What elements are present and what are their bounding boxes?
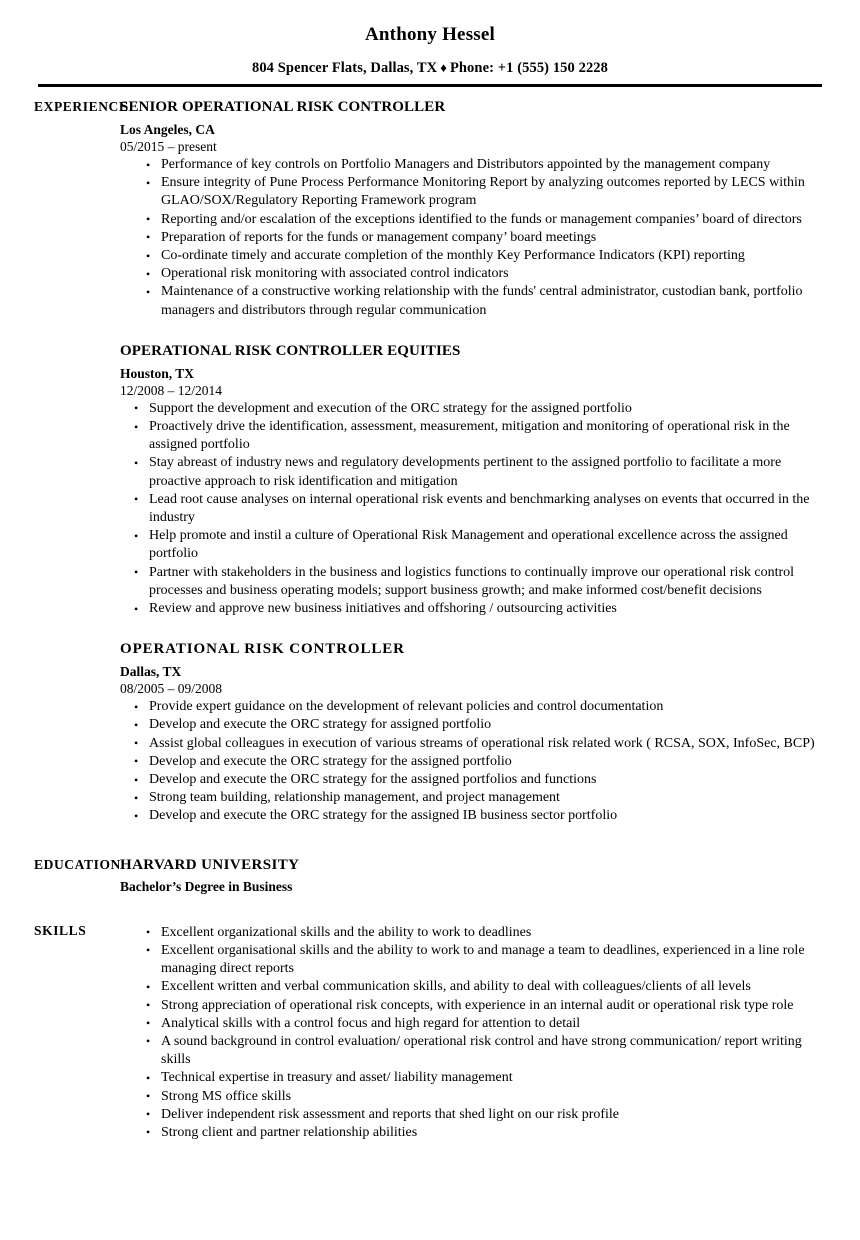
list-item: • Help promote and instil a culture of Operational Risk Management and operational excellence across the assigned portfolio — [120, 527, 828, 563]
list-item: • Co-ordinate timely and accurate completion of the monthly Key Performance Indicators (KPI) reporting — [120, 247, 828, 265]
list-item: • Strong client and partner relationship abilities — [120, 1124, 828, 1142]
school-name: HARVARD UNIVERSITY — [120, 856, 300, 873]
list-item: • Assist global colleagues in execution of various streams of operational risk related work ( RCSA, SOX, InfoSec, BCP) — [120, 735, 828, 753]
skills-entries — [120, 922, 860, 1142]
diamond-separator-icon: ♦ — [440, 60, 447, 75]
job-title: OPERATIONAL RISK CONTROLLER EQUITIES — [120, 342, 461, 359]
list-item: • Reporting and/or escalation of the exceptions identified to the funds or management companies’ board of directors — [120, 211, 828, 229]
section-label-experience: EXPERIENCE — [34, 99, 129, 114]
page-title: Anthony Hessel — [364, 24, 495, 45]
contact-address: 804 Spencer Flats, Dallas, TX — [251, 60, 438, 76]
experience-entries — [120, 98, 860, 826]
skills-label-col — [0, 922, 120, 940]
list-item: • Technical expertise in treasury and asset/ liability management — [120, 1069, 828, 1087]
list-item: • Review and approve new business initiatives and offshoring / outsourcing activities — [120, 600, 828, 618]
list-item: • Strong appreciation of operational risk concepts, with experience in an internal audit or operational risk type role — [120, 997, 828, 1015]
list-item: • Proactively drive the identification, assessment, measurement, mitigation and monitoring of operational risk in the assigned portfolio — [120, 418, 828, 454]
experience-section — [0, 98, 860, 826]
section-label-education: EDUCATION — [34, 856, 121, 872]
job-bullet-list — [120, 400, 828, 618]
job-location: Houston, TX — [120, 365, 195, 381]
list-item: • Operational risk monitoring with associated control indicators — [120, 265, 828, 283]
job-title: SENIOR OPERATIONAL RISK CONTROLLER — [120, 99, 446, 115]
job-title: OPERATIONAL RISK CONTROLLER — [120, 641, 405, 658]
list-item: • Provide expert guidance on the development of relevant policies and control documentation — [120, 698, 828, 716]
list-item: • Preparation of reports for the funds or management company’ board meetings — [120, 229, 828, 247]
job-entry — [120, 640, 828, 825]
education-entries — [120, 856, 860, 896]
resume-header — [0, 0, 860, 87]
list-item: • Develop and execute the ORC strategy for the assigned portfolios and functions — [120, 771, 828, 789]
job-bullet-list — [120, 698, 828, 825]
list-item: • Excellent organizational skills and the ability to work to deadlines — [120, 924, 828, 942]
job-bullet-list — [120, 156, 828, 320]
list-item: • Analytical skills with a control focus and high regard for attention to detail — [120, 1015, 828, 1033]
contact-line — [0, 59, 860, 77]
header-divider — [38, 84, 822, 87]
list-item: • Performance of key controls on Portfolio Managers and Distributors appointed by the management company — [120, 156, 828, 174]
job-location: Los Angeles, CA — [120, 122, 215, 137]
education-section — [0, 856, 860, 896]
skills-bullet-list — [120, 924, 828, 1142]
list-item: • Support the development and execution of the ORC strategy for the assigned portfolio — [120, 400, 828, 418]
list-item: • Develop and execute the ORC strategy for the assigned portfolio — [120, 753, 828, 771]
job-entry — [120, 98, 828, 320]
section-label-skills: SKILLS — [34, 922, 87, 938]
job-dates: 05/2015 – present — [120, 139, 217, 154]
list-item: • Strong team building, relationship management, and project management — [120, 789, 828, 807]
list-item: • Develop and execute the ORC strategy for the assigned IB business sector portfolio — [120, 807, 828, 825]
job-entry — [120, 342, 828, 618]
job-dates: 08/2005 – 09/2008 — [120, 681, 223, 697]
list-item: • Lead root cause analyses on internal operational risk events and benchmarking analyses on events that occurred in the industry — [120, 491, 828, 527]
skills-section — [0, 922, 860, 1142]
list-item: • A sound background in control evaluation/ operational risk control and have strong communication/ report writing skills — [120, 1033, 828, 1069]
list-item: • Stay abreast of industry news and regulatory developments pertinent to the assigned portfolio to facilitate a more proactive approach to risk identification and mitigation — [120, 454, 828, 490]
contact-phone: Phone: +1 (555) 150 2228 — [449, 60, 609, 76]
list-item: • Excellent organisational skills and the ability to work to and manage a team to deadlines, experienced in a line role managing direct reports — [120, 942, 828, 978]
list-item: • Excellent written and verbal communication skills, and ability to deal with colleagues/clients of all levels — [120, 978, 828, 996]
list-item: • Partner with stakeholders in the business and logistics functions to continually improve our operational risk control processes and business operating models; support business growth; and make informed cost/benefit decisions — [120, 564, 828, 600]
list-item: • Strong MS office skills — [120, 1088, 828, 1106]
list-item: • Develop and execute the ORC strategy for assigned portfolio — [120, 716, 828, 734]
list-item: • Deliver independent risk assessment and reports that shed light on our risk profile — [120, 1106, 828, 1124]
list-item: • Ensure integrity of Pune Process Performance Monitoring Report by analyzing outcomes reported by LECS within GLAO/SOX/Regulatory Reporting Framework program — [120, 174, 828, 210]
list-item: • Maintenance of a constructive working relationship with the funds' central administrator, custodian bank, portfolio managers and distributors through regular communication — [120, 283, 828, 319]
education-label-col — [0, 856, 120, 874]
job-location: Dallas, TX — [120, 664, 182, 680]
degree-name: Bachelor’s Degree in Business — [120, 878, 293, 894]
job-dates: 12/2008 – 12/2014 — [120, 382, 223, 398]
experience-label-col — [0, 98, 129, 116]
